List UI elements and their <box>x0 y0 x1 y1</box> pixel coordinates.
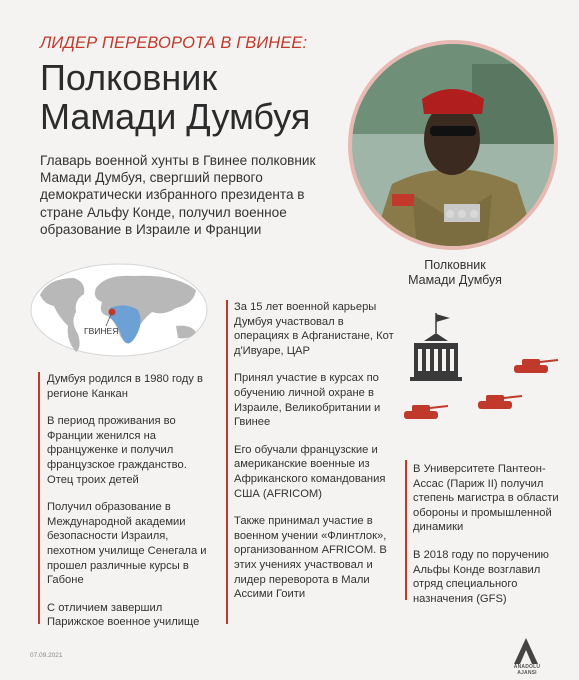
fact-item: Также принимал участие в военном учении «Флинтлок», организованном AFRICOM. В этих учениях участвовал и лидер переворота в Мали Ассими Гоити <box>234 515 387 601</box>
fact-item: За 15 лет военной карьеры Думбуя участвовал в операциях в Афганистане, Кот д'Ивуаре, ЦАР <box>234 301 394 357</box>
fact-item: Думбуя родился в 1980 году в регионе Канкан <box>47 373 203 400</box>
fact-item: В период проживания во Франции женился на француженке и получил французское гражданство. Отец троих детей <box>47 415 187 486</box>
column-1 <box>38 372 216 630</box>
map-label: ГВИНЕЯ <box>84 326 119 336</box>
kicker: ЛИДЕР ПЕРЕВОРОТА В ГВИНЕЕ: <box>40 34 308 52</box>
portrait-caption <box>360 258 550 288</box>
column-3 <box>405 462 565 606</box>
fact-item: Получил образование в Международной академии безопасности Израиля, пехотном училище Сенегала и прошел различные курсы в Габоне <box>47 501 207 587</box>
lead-paragraph: Главарь военной хунты в Гвинее полковник Мамади Думбуя, свергший первого демократически избранного президента в стране Альфу Конде, получил военное образование в Израиле и Франции <box>40 153 316 237</box>
flag-icon <box>436 313 450 333</box>
building-icon <box>410 333 462 381</box>
column-2 <box>226 300 402 602</box>
world-map <box>26 260 212 368</box>
page-title: Полковник Мамади Думбуя <box>40 57 311 137</box>
military-illustration <box>396 305 568 435</box>
fact-item: В Университете Пантеон-Ассас (Париж II) получил степень магистра в области обороны и промышленной динамики <box>413 463 559 534</box>
tank-icon <box>478 395 522 409</box>
caption-line-2: Мамади Думбуя <box>408 273 502 287</box>
fact-item: Его обучали французские и американские военные из Африканского командования США (AFRICOM) <box>234 443 386 500</box>
fact-item: В 2018 году по поручению Альфы Конде возглавил отряд специального назначения (GFS) <box>413 548 549 605</box>
fact-item: С отличием завершил Парижское военное училище <box>47 601 200 629</box>
portrait-photo <box>348 40 558 250</box>
caption-line-1: Полковник <box>424 258 486 272</box>
tank-icon <box>404 405 448 419</box>
fact-item: Принял участие в курсах по обучению личной охране в Израиле, Великобритании и Гвинее <box>234 372 381 429</box>
agency-name: ANADOLU AJANSI <box>513 664 541 676</box>
publish-date: 07.09.2021 <box>30 652 63 659</box>
tank-icon <box>514 359 558 373</box>
